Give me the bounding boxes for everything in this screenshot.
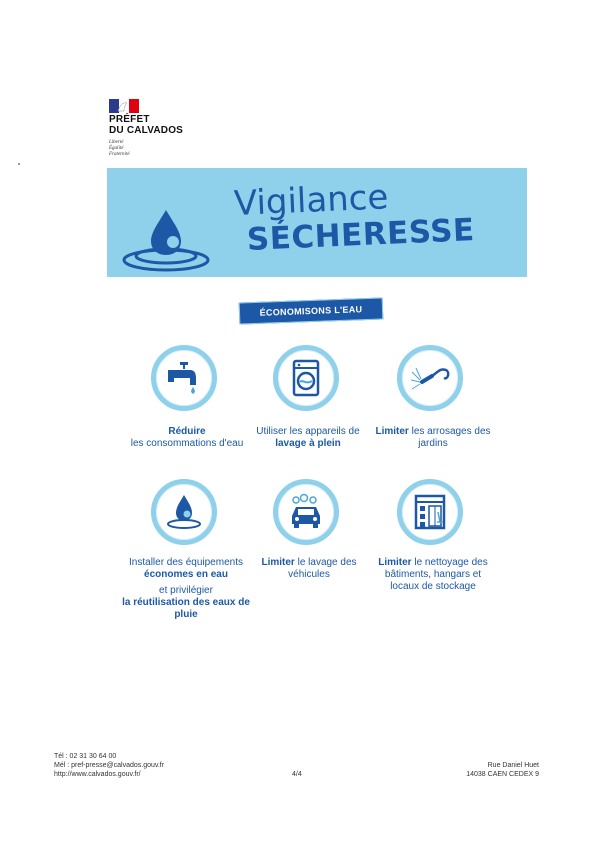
motto-1: Liberté: [109, 140, 124, 145]
poster-title: Vigilance: [233, 177, 390, 224]
garden-hose-icon: [410, 358, 450, 398]
drought-poster: [107, 168, 527, 674]
car-wash-icon: [286, 492, 326, 532]
caption-appliances-bold: lavage à plein: [275, 438, 341, 449]
washing-machine-icon: [286, 358, 326, 398]
org-line2: DU CALVADOS: [109, 125, 184, 136]
water-drop-ripple-icon: [121, 208, 211, 273]
caption-vehicles-bold: Limiter: [261, 557, 295, 568]
caption-rain-text: et privilégier: [159, 585, 213, 596]
footer-contact: [54, 752, 164, 779]
caption-equipment: [121, 557, 251, 621]
caption-equipment-bold: économes en eau: [144, 569, 228, 580]
poster-banner: [107, 168, 527, 277]
caption-appliances-text: Utiliser les appareils de: [256, 426, 360, 437]
footer-page-number: 4/4: [292, 771, 302, 778]
footer-web[interactable]: http://www.calvados.gouv.fr/: [54, 771, 141, 778]
footer-address-1: Rue Daniel Huet: [487, 762, 539, 769]
caption-rain-block: [121, 585, 251, 621]
caption-equipment-text: Installer des équipements: [129, 557, 243, 568]
faucet-icon: [164, 358, 204, 398]
motto-2: Égalité: [109, 146, 124, 151]
building-icon: [410, 492, 450, 532]
footer-address: [466, 761, 539, 779]
garden-hose-circle: [397, 345, 463, 411]
water-drop-icon: [164, 492, 204, 532]
poster-title-bold: SÉCHERESSE: [246, 212, 476, 258]
caption-buildings-text: le nettoyage des bâtiments, hangars et locaux de stockage: [384, 557, 488, 592]
washing-machine-circle: [273, 345, 339, 411]
footer-tel: Tél : 02 31 30 64 00: [54, 753, 117, 760]
republic-motto: [109, 140, 130, 158]
caption-buildings: [377, 557, 489, 593]
caption-vehicles: [259, 557, 359, 581]
footer-address-2: 14038 CAEN CEDEX 9: [466, 771, 539, 778]
car-wash-circle: [273, 479, 339, 545]
caption-watering-bold: Limiter: [375, 426, 409, 437]
prefecture-name: [109, 114, 183, 136]
caption-appliances: [253, 426, 363, 450]
caption-watering-text: les arrosages des jardins: [411, 426, 491, 449]
motto-3: Fraternité: [109, 152, 130, 157]
caption-reduce: [127, 426, 247, 450]
marianne-logo-icon: [109, 99, 139, 113]
faucet-circle: [151, 345, 217, 411]
building-circle: [397, 479, 463, 545]
caption-reduce-bold: Réduire: [168, 426, 206, 437]
economy-tag: ÉCONOMISONS L'EAU: [239, 297, 384, 324]
scan-speck: [18, 163, 20, 165]
footer-mel: Mél : pref-presse@calvados.gouv.fr: [54, 762, 165, 769]
water-drop-circle: [151, 479, 217, 545]
caption-watering: [375, 426, 491, 450]
caption-buildings-bold: Limiter: [378, 557, 412, 568]
caption-rain-bold: la réutilisation des eaux de pluie: [122, 597, 250, 620]
org-line1: PRÉFET: [109, 114, 150, 125]
caption-reduce-text: les consommations d'eau: [130, 438, 244, 449]
caption-vehicles-text: le lavage des véhicules: [288, 557, 357, 580]
